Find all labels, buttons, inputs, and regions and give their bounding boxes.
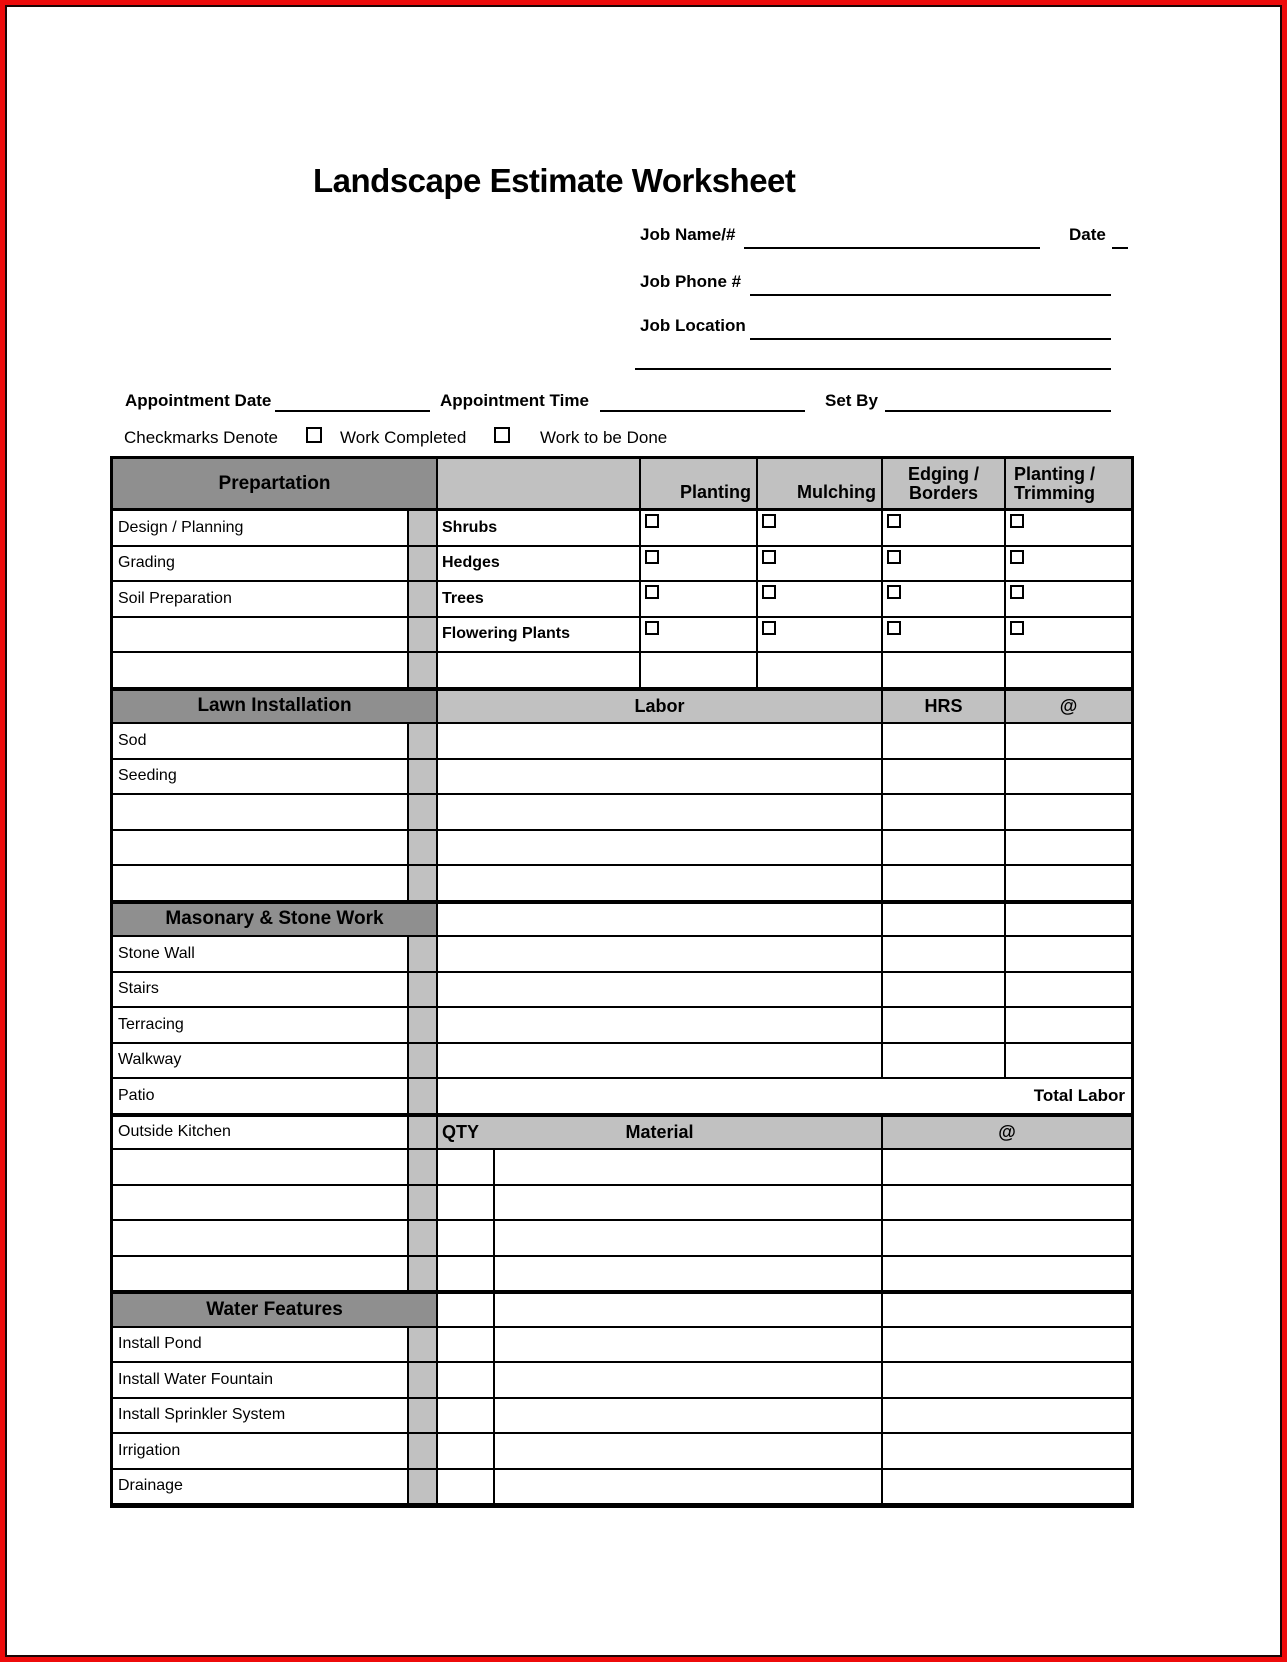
prep-task-cell[interactable] (113, 653, 409, 689)
set-by-field-line[interactable] (885, 410, 1111, 412)
rate-cell[interactable] (883, 1328, 1131, 1364)
mulching-check-cell[interactable] (758, 653, 883, 689)
rate-cell[interactable] (883, 1221, 1131, 1257)
qty-cell[interactable] (438, 1186, 495, 1222)
material-cell[interactable] (495, 1292, 883, 1328)
rate-cell[interactable] (883, 1399, 1131, 1435)
column-header-rate: @ (1006, 689, 1131, 725)
mulching-check-cell[interactable] (758, 618, 883, 654)
trimming-check-cell[interactable] (1006, 653, 1131, 689)
rate-cell[interactable] (1006, 902, 1131, 938)
spacer-strip (409, 973, 438, 1009)
rate-cell[interactable] (1006, 724, 1131, 760)
labor-entry-cell[interactable] (438, 795, 883, 831)
mulching-check-cell[interactable] (758, 547, 883, 583)
water-task-cell: Install Pond (113, 1328, 409, 1364)
edging-check-cell[interactable] (883, 582, 1006, 618)
section-header-masonry: Masonary & Stone Work (113, 902, 438, 938)
material-task-cell[interactable] (113, 1221, 409, 1257)
work-checkbox[interactable] (887, 621, 901, 635)
section-header-lawn-installation: Lawn Installation (113, 689, 438, 725)
spacer-strip (409, 547, 438, 583)
planting-check-cell[interactable] (641, 582, 758, 618)
edging-check-cell[interactable] (883, 618, 1006, 654)
material-cell[interactable] (495, 1150, 883, 1186)
trimming-line2: Trimming (1014, 482, 1096, 503)
hrs-cell[interactable] (883, 937, 1006, 973)
job-location-field-line[interactable] (750, 338, 1111, 340)
trimming-check-cell[interactable] (1006, 547, 1131, 583)
material-cell[interactable] (495, 1221, 883, 1257)
work-checkbox[interactable] (645, 621, 659, 635)
spacer-strip (409, 724, 438, 760)
appointment-time-label: Appointment Time (440, 391, 589, 410)
material-task-cell[interactable] (113, 1186, 409, 1222)
spacer-strip (409, 1363, 438, 1399)
labor-entry-cell[interactable] (438, 1044, 883, 1080)
qty-cell[interactable] (438, 1328, 495, 1364)
legend-work-completed: Work Completed (340, 428, 467, 447)
hrs-cell[interactable] (883, 1008, 1006, 1044)
spacer-strip (409, 1470, 438, 1506)
prep-task-cell: Soil Preparation (113, 582, 409, 618)
spacer-strip (409, 582, 438, 618)
spacer-strip (409, 1008, 438, 1044)
spacer-strip (409, 618, 438, 654)
work-checkbox[interactable] (887, 585, 901, 599)
rate-cell[interactable] (883, 1292, 1131, 1328)
labor-entry-cell[interactable] (438, 937, 883, 973)
prep-task-cell: Design / Planning (113, 511, 409, 547)
labor-task-cell: Seeding (113, 760, 409, 796)
edging-line1: Edging / (908, 463, 979, 484)
planting-check-cell[interactable] (641, 653, 758, 689)
labor-entry-cell[interactable] (438, 973, 883, 1009)
column-header-edging-borders (883, 459, 1006, 511)
material-cell[interactable] (495, 1399, 883, 1435)
plant-item-cell: Hedges (438, 547, 641, 583)
masonry-task-cell: Stone Wall (113, 937, 409, 973)
section-header-prepartation: Prepartation (113, 459, 438, 511)
spacer-strip (409, 1044, 438, 1080)
labor-entry-cell[interactable] (438, 831, 883, 867)
mulching-check-cell[interactable] (758, 511, 883, 547)
appointment-date-field-line[interactable] (275, 410, 430, 412)
material-cell[interactable] (495, 1363, 883, 1399)
column-header-material-rate: @ (883, 1115, 1131, 1151)
work-checkbox[interactable] (645, 550, 659, 564)
labor-entry-cell[interactable] (438, 1008, 883, 1044)
hrs-cell[interactable] (883, 973, 1006, 1009)
job-phone-label: Job Phone # (640, 272, 742, 291)
spacer-strip (409, 653, 438, 689)
prep-task-cell[interactable] (113, 618, 409, 654)
hrs-cell[interactable] (883, 724, 1006, 760)
rate-cell[interactable] (883, 1186, 1131, 1222)
spacer-strip (409, 1079, 438, 1115)
work-checkbox[interactable] (645, 585, 659, 599)
page-title: Landscape Estimate Worksheet (313, 162, 796, 199)
plant-item-cell[interactable] (438, 653, 641, 689)
masonry-task-cell: Walkway (113, 1044, 409, 1080)
masonry-task-cell: Terracing (113, 1008, 409, 1044)
total-labor-cell: Total Labor (438, 1079, 1131, 1115)
labor-task-cell[interactable] (113, 866, 409, 902)
rate-cell[interactable] (1006, 795, 1131, 831)
qty-cell[interactable] (438, 1221, 495, 1257)
work-checkbox[interactable] (1010, 621, 1024, 635)
rate-cell[interactable] (1006, 1008, 1131, 1044)
material-task-cell[interactable] (113, 1150, 409, 1186)
water-task-cell: Install Sprinkler System (113, 1399, 409, 1435)
planting-check-cell[interactable] (641, 618, 758, 654)
qty-cell[interactable] (438, 1150, 495, 1186)
spacer-strip (409, 1186, 438, 1222)
work-checkbox[interactable] (1010, 585, 1024, 599)
spacer-strip (409, 511, 438, 547)
spacer-strip (409, 1115, 438, 1151)
masonry-task-cell: Outside Kitchen (113, 1115, 409, 1151)
edging-check-cell[interactable] (883, 547, 1006, 583)
work-checkbox[interactable] (762, 550, 776, 564)
material-cell[interactable] (495, 1328, 883, 1364)
rate-cell[interactable] (883, 1150, 1131, 1186)
rate-cell[interactable] (883, 1257, 1131, 1293)
labor-entry-cell[interactable] (438, 724, 883, 760)
column-header-hrs: HRS (883, 689, 1006, 725)
rate-cell[interactable] (1006, 973, 1131, 1009)
work-to-be-done-checkbox[interactable] (494, 427, 510, 443)
work-checkbox[interactable] (1010, 550, 1024, 564)
planting-check-cell[interactable] (641, 511, 758, 547)
spacer-strip (409, 1221, 438, 1257)
material-cell[interactable] (495, 1257, 883, 1293)
labor-task-cell: Sod (113, 724, 409, 760)
spacer-strip (409, 1328, 438, 1364)
work-checkbox[interactable] (1010, 514, 1024, 528)
work-completed-checkbox[interactable] (306, 427, 322, 443)
hrs-cell[interactable] (883, 902, 1006, 938)
labor-entry-cell[interactable] (438, 866, 883, 902)
rate-cell[interactable] (883, 1470, 1131, 1506)
spacer-strip (409, 1434, 438, 1470)
spacer-strip (409, 795, 438, 831)
job-name-field-line[interactable] (744, 247, 1040, 249)
date-label: Date (1069, 225, 1106, 244)
date-field-line[interactable] (1112, 247, 1128, 249)
qty-cell[interactable] (438, 1399, 495, 1435)
trimming-check-cell[interactable] (1006, 618, 1131, 654)
work-checkbox[interactable] (762, 585, 776, 599)
hrs-cell[interactable] (883, 866, 1006, 902)
spacer-strip (409, 866, 438, 902)
spacer-strip (409, 1257, 438, 1293)
hrs-cell[interactable] (883, 831, 1006, 867)
rate-cell[interactable] (883, 1434, 1131, 1470)
trimming-line1: Planting / (1014, 463, 1095, 484)
column-header-planting: Planting (641, 459, 758, 511)
mulching-check-cell[interactable] (758, 582, 883, 618)
plant-item-cell: Shrubs (438, 511, 641, 547)
column-header-qty-material (438, 1115, 883, 1151)
header-blank-cell (438, 459, 641, 511)
column-header-material: Material (625, 1121, 694, 1142)
extra-field-line[interactable] (635, 368, 1111, 370)
edging-line2: Borders (908, 482, 979, 503)
labor-task-cell[interactable] (113, 795, 409, 831)
column-header-qty: QTY (442, 1121, 480, 1142)
legend-intro: Checkmarks Denote (124, 428, 279, 447)
section-header-water-features: Water Features (113, 1292, 438, 1328)
column-header-mulching: Mulching (758, 459, 883, 511)
trimming-check-cell[interactable] (1006, 582, 1131, 618)
rate-cell[interactable] (1006, 937, 1131, 973)
prep-task-cell: Grading (113, 547, 409, 583)
rate-cell[interactable] (1006, 760, 1131, 796)
work-checkbox[interactable] (645, 514, 659, 528)
job-phone-field-line[interactable] (750, 294, 1111, 296)
rate-cell[interactable] (1006, 866, 1131, 902)
work-checkbox[interactable] (762, 621, 776, 635)
qty-cell[interactable] (438, 1434, 495, 1470)
masonry-task-cell: Patio (113, 1079, 409, 1115)
work-checkbox[interactable] (887, 550, 901, 564)
hrs-cell[interactable] (883, 795, 1006, 831)
legend-work-to-be-done: Work to be Done (540, 428, 668, 447)
water-task-cell: Install Water Fountain (113, 1363, 409, 1399)
qty-cell[interactable] (438, 1363, 495, 1399)
water-task-cell: Irrigation (113, 1434, 409, 1470)
hrs-cell[interactable] (883, 760, 1006, 796)
column-header-labor: Labor (438, 689, 883, 725)
trimming-check-cell[interactable] (1006, 511, 1131, 547)
rate-cell[interactable] (1006, 1044, 1131, 1080)
plant-item-cell: Flowering Plants (438, 618, 641, 654)
rate-cell[interactable] (883, 1363, 1131, 1399)
appointment-date-label: Appointment Date (125, 391, 272, 410)
spacer-strip (409, 831, 438, 867)
work-checkbox[interactable] (762, 514, 776, 528)
masonry-task-cell: Stairs (113, 973, 409, 1009)
set-by-label: Set By (825, 391, 878, 410)
estimate-table (110, 456, 1134, 1508)
qty-cell[interactable] (438, 1470, 495, 1506)
job-location-label: Job Location (640, 316, 746, 335)
material-cell[interactable] (495, 1186, 883, 1222)
qty-cell[interactable] (438, 1292, 495, 1328)
plant-item-cell: Trees (438, 582, 641, 618)
column-header-planting-trimming (1006, 459, 1131, 511)
planting-check-cell[interactable] (641, 547, 758, 583)
spacer-strip (409, 1399, 438, 1435)
material-task-cell[interactable] (113, 1257, 409, 1293)
edging-check-cell[interactable] (883, 653, 1006, 689)
qty-cell[interactable] (438, 1257, 495, 1293)
job-name-label: Job Name/# (640, 225, 736, 244)
material-cell[interactable] (495, 1470, 883, 1506)
water-task-cell: Drainage (113, 1470, 409, 1506)
spacer-strip (409, 1150, 438, 1186)
spacer-strip (409, 937, 438, 973)
labor-entry-cell[interactable] (438, 760, 883, 796)
labor-entry-cell[interactable] (438, 902, 883, 938)
spacer-strip (409, 760, 438, 796)
hrs-cell[interactable] (883, 1044, 1006, 1080)
edging-check-cell[interactable] (883, 511, 1006, 547)
work-checkbox[interactable] (887, 514, 901, 528)
rate-cell[interactable] (1006, 831, 1131, 867)
material-cell[interactable] (495, 1434, 883, 1470)
labor-task-cell[interactable] (113, 831, 409, 867)
appointment-time-field-line[interactable] (600, 410, 805, 412)
